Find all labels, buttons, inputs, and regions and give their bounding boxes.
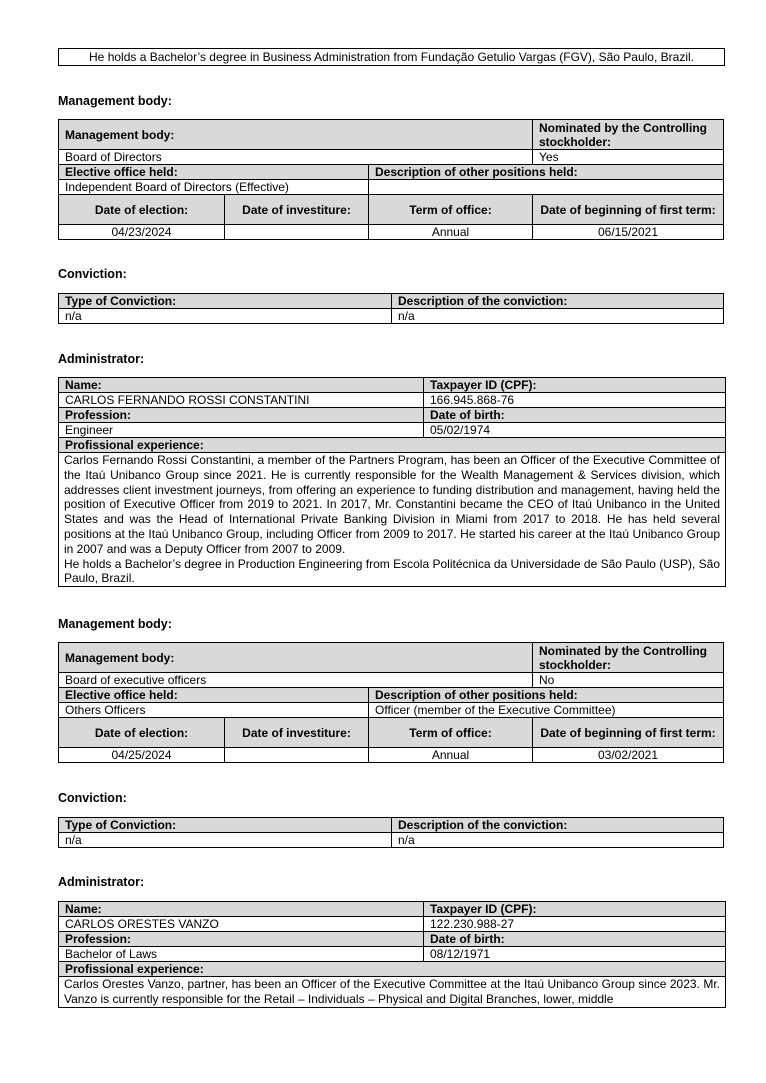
date-investiture-label: Date of investiture:	[225, 718, 369, 748]
term-office-value: Annual	[369, 225, 533, 240]
profession-label: Profession:	[59, 408, 424, 423]
conviction-table-2	[58, 817, 724, 848]
profession-value: Engineer	[59, 423, 424, 438]
administrator-heading-2: Administrator:	[58, 875, 145, 889]
profession-label: Profession:	[59, 932, 424, 947]
elective-office-value: Independent Board of Directors (Effective)	[59, 180, 369, 195]
previous-education-table	[58, 48, 725, 66]
term-office-label: Term of office:	[369, 195, 533, 225]
management-body-value: Board of Directors	[59, 150, 533, 165]
dob-label: Date of birth:	[424, 932, 726, 947]
nominated-value: Yes	[533, 150, 724, 165]
cpf-value: 122.230.988-27	[424, 917, 726, 932]
first-term-value: 03/02/2021	[533, 748, 724, 763]
cpf-value: 166.945.868-76	[424, 393, 726, 408]
type-conviction-label: Type of Conviction:	[59, 818, 392, 833]
conviction-heading-2: Conviction:	[58, 791, 127, 805]
experience-cell	[59, 977, 726, 1008]
elective-office-label: Elective office held:	[59, 165, 369, 180]
cpf-label: Taxpayer ID (CPF):	[424, 902, 726, 917]
date-investiture-label: Date of investiture:	[225, 195, 369, 225]
previous-education-text: He holds a Bachelor’s degree in Business Administration from Fundação Getulio Vargas (FGV), São Paulo, Brazil.	[59, 49, 725, 66]
management-body-heading-2: Management body:	[58, 617, 172, 631]
administrator-heading-1: Administrator:	[58, 352, 145, 366]
dob-value: 05/02/1974	[424, 423, 726, 438]
dob-label: Date of birth:	[424, 408, 726, 423]
experience-text: Carlos Fernando Rossi Constantini, a member of the Partners Program, has been an Officer of the Executive Committee of the Itaú Unibanco Group since 2021. He is currently responsible for the Wealth Management & Services division, which addresses client investment journeys, from offering an experience to funding distribution and management, having held the position of Executive Officer from 2019 to 2021. In 2017, Mr. Constantini became the CEO of Itaú Unibanco in the United States and was the Head of International Private Banking Division in Miami from 2017 to 2018. He has held several positions at the Itaú Unibanco Group, including Officer from 2009 to 2017. He started his career at the Itaú Unibanco Group in 2007 and was a Deputy Officer from 2007 to 2009.	[64, 453, 720, 556]
name-value: CARLOS ORESTES VANZO	[59, 917, 424, 932]
cpf-label: Taxpayer ID (CPF):	[424, 378, 726, 393]
other-positions-value: Officer (member of the Executive Committee)	[369, 703, 724, 718]
education-text: He holds a Bachelor’s degree in Production Engineering from Escola Politécnica da Universidade de São Paulo (USP), São Paulo, Brazil.	[64, 556, 720, 586]
term-office-value: Annual	[369, 748, 533, 763]
experience-cell	[59, 453, 726, 587]
date-investiture-value	[225, 225, 369, 240]
management-body-label: Management body:	[59, 120, 533, 150]
date-election-label: Date of election:	[59, 195, 225, 225]
first-term-value: 06/15/2021	[533, 225, 724, 240]
first-term-label: Date of beginning of first term:	[533, 718, 724, 748]
name-label: Name:	[59, 902, 424, 917]
profession-value: Bachelor of Laws	[59, 947, 424, 962]
date-investiture-value	[225, 748, 369, 763]
desc-conviction-label: Description of the conviction:	[392, 818, 724, 833]
experience-label: Profissional experience:	[59, 438, 726, 453]
other-positions-value	[369, 180, 724, 195]
type-conviction-value: n/a	[59, 833, 392, 848]
desc-conviction-value: n/a	[392, 833, 724, 848]
term-office-label: Term of office:	[369, 718, 533, 748]
conviction-table-1	[58, 293, 724, 324]
management-body-heading-1: Management body:	[58, 94, 172, 108]
experience-label: Profissional experience:	[59, 962, 726, 977]
conviction-heading-1: Conviction:	[58, 267, 127, 281]
administrator-table-1	[58, 377, 726, 587]
other-positions-label: Description of other positions held:	[369, 688, 724, 703]
name-value: CARLOS FERNANDO ROSSI CONSTANTINI	[59, 393, 424, 408]
first-term-label: Date of beginning of first term:	[533, 195, 724, 225]
management-body-table-2	[58, 642, 724, 763]
management-body-value: Board of executive officers	[59, 673, 533, 688]
type-conviction-value: n/a	[59, 309, 392, 324]
management-body-table-1	[58, 119, 724, 240]
type-conviction-label: Type of Conviction:	[59, 294, 392, 309]
management-body-label: Management body:	[59, 643, 533, 673]
name-label: Name:	[59, 378, 424, 393]
date-election-label: Date of election:	[59, 718, 225, 748]
dob-value: 08/12/1971	[424, 947, 726, 962]
desc-conviction-value: n/a	[392, 309, 724, 324]
nominated-value: No	[533, 673, 724, 688]
other-positions-label: Description of other positions held:	[369, 165, 724, 180]
nominated-label: Nominated by the Controlling stockholder:	[533, 120, 724, 150]
nominated-label: Nominated by the Controlling stockholder:	[533, 643, 724, 673]
date-election-value: 04/25/2024	[59, 748, 225, 763]
desc-conviction-label: Description of the conviction:	[392, 294, 724, 309]
elective-office-label: Elective office held:	[59, 688, 369, 703]
elective-office-value: Others Officers	[59, 703, 369, 718]
administrator-table-2	[58, 901, 726, 1008]
experience-text: Carlos Orestes Vanzo, partner, has been an Officer of the Executive Committee at the Itaú Unibanco Group since 2023. Mr. Vanzo is currently responsible for the Retail – Individuals – Physical and Digital Branches, lower, middle	[64, 977, 720, 1006]
date-election-value: 04/23/2024	[59, 225, 225, 240]
